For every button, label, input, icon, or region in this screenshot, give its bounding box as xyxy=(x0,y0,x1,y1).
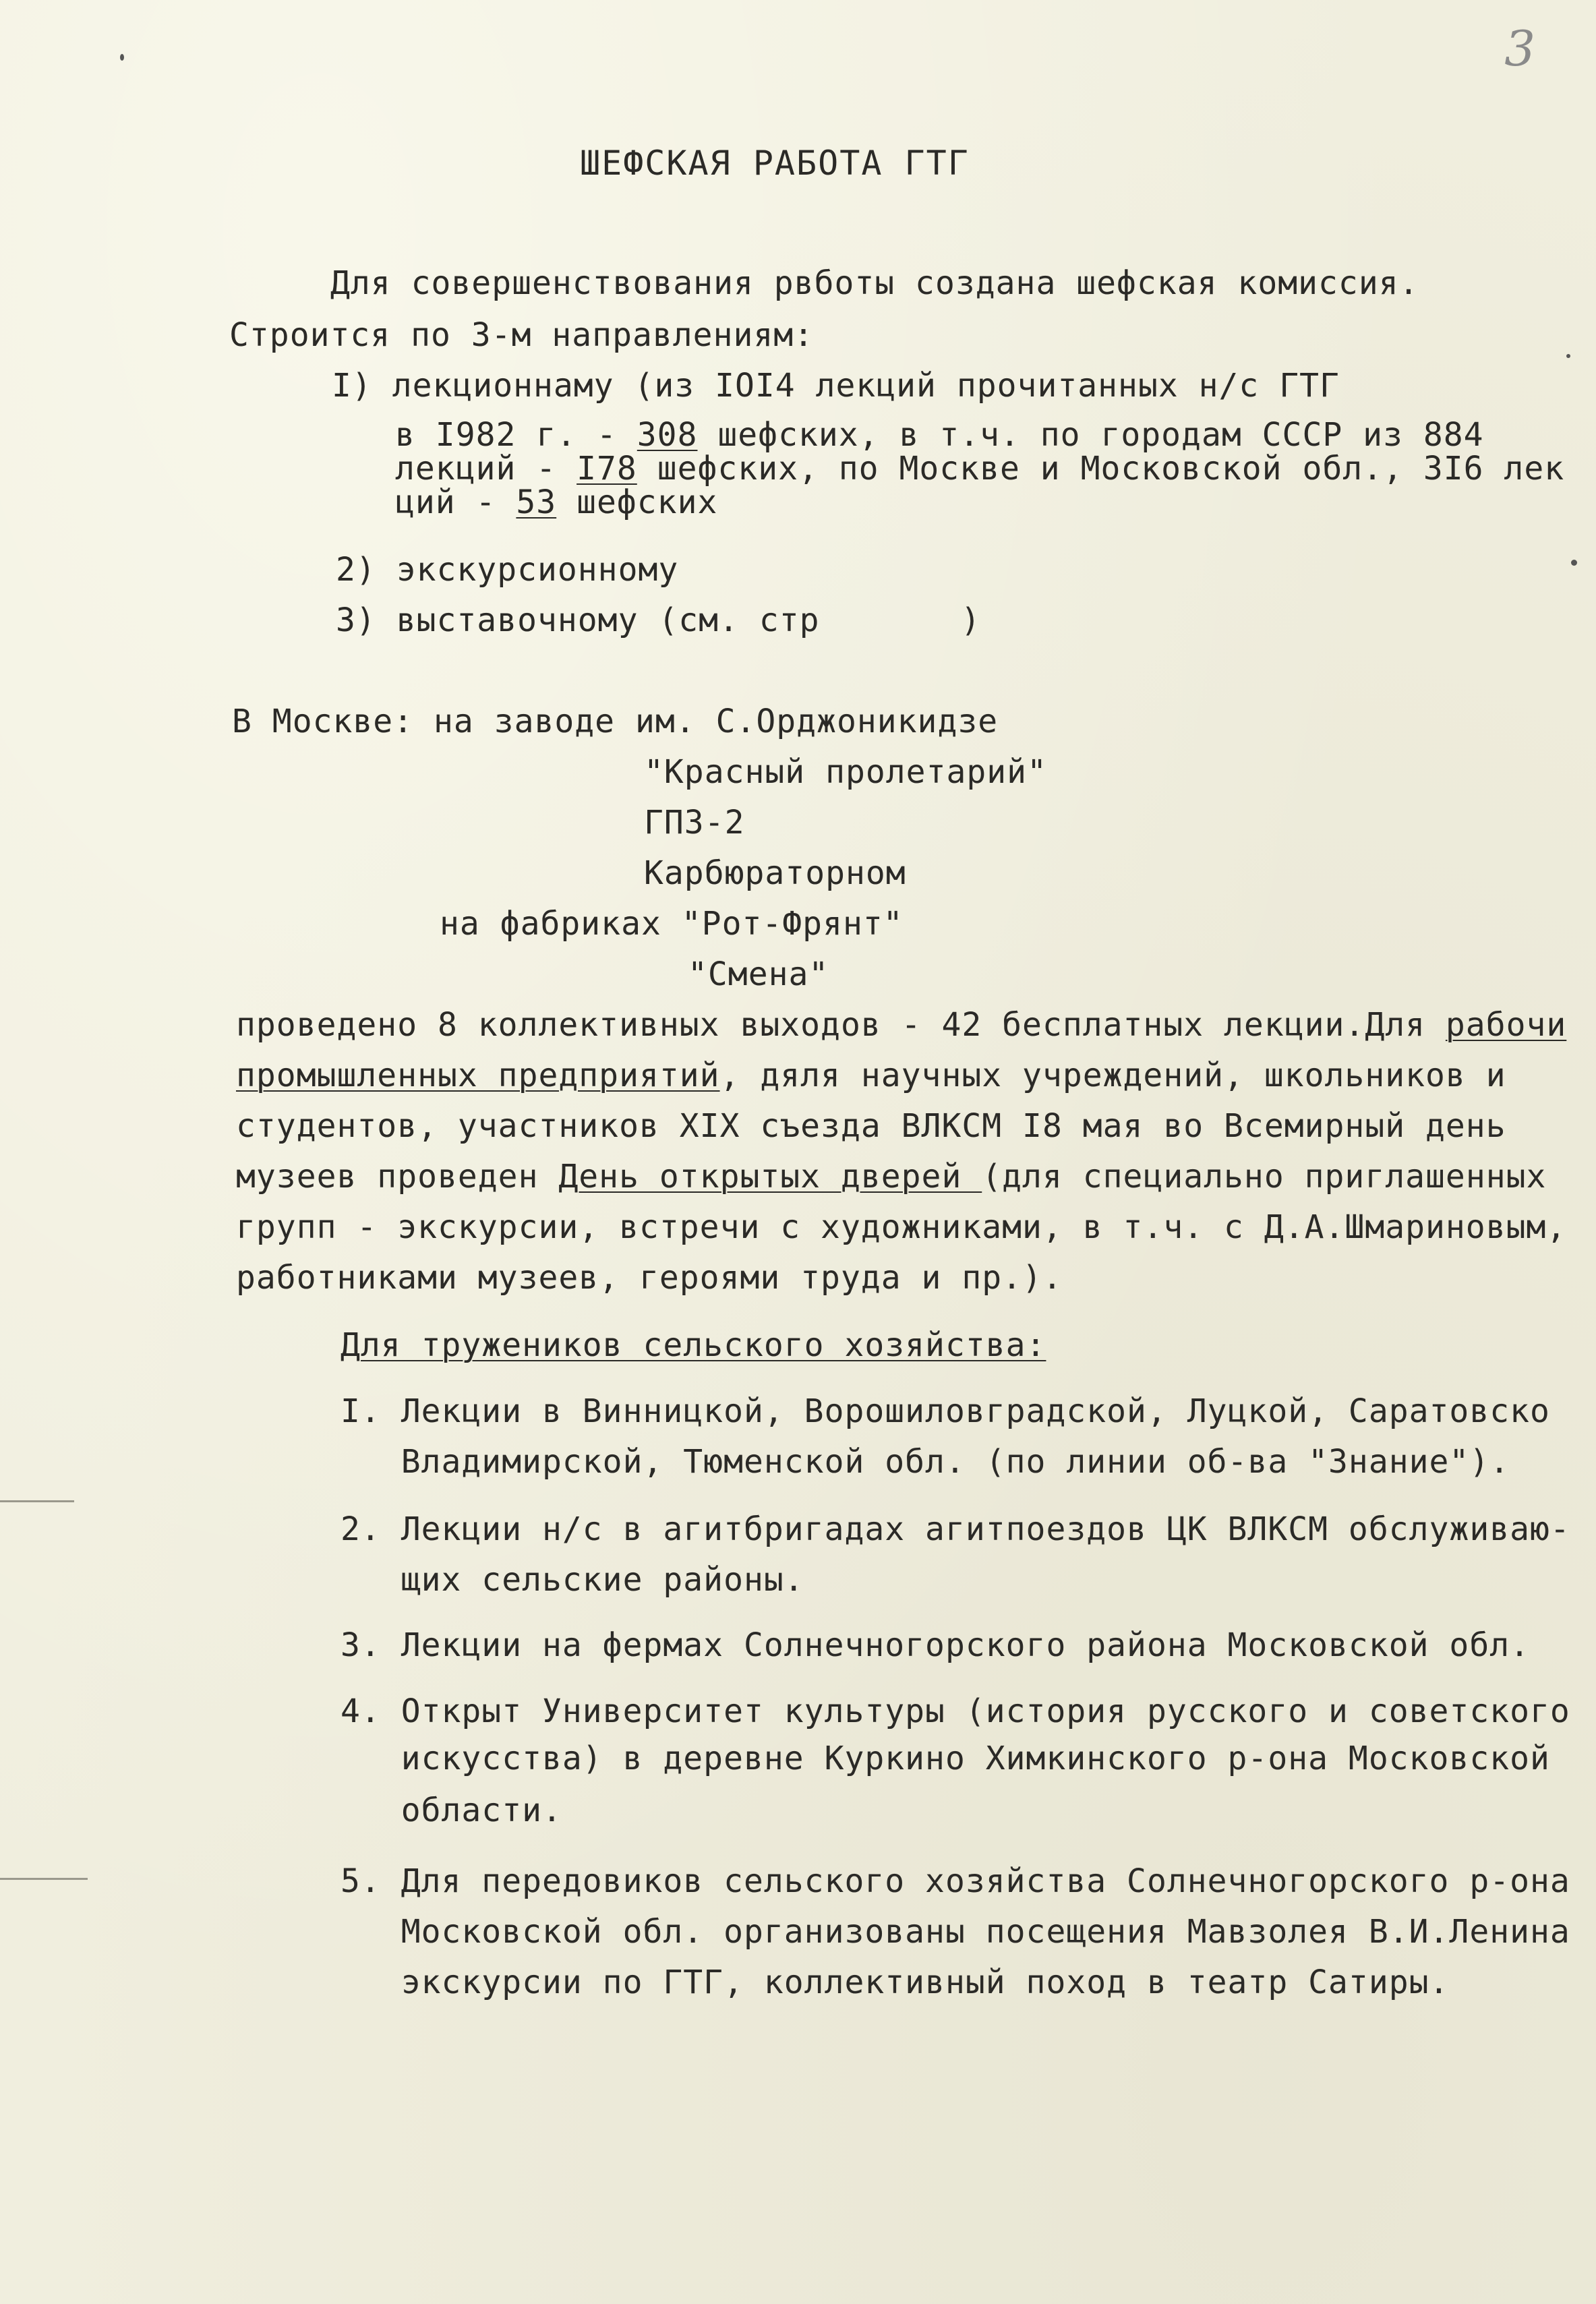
paragraph-line-1 xyxy=(236,1005,1566,1045)
paragraph-line-2 xyxy=(236,1055,1506,1096)
rural-item-5-line-3: экскурсии по ГТГ, коллективный поход в театр Сатиры. xyxy=(341,1963,1450,2001)
rural-item-2-line-1: 2. Лекции н/с в агитбригадах агитпоездов ЦК ВЛКСМ обслуживаю- xyxy=(341,1510,1570,1548)
rural-item-1-line-1: I. Лекции в Винницкой, Ворошиловградской, Луцкой, Саратовско xyxy=(341,1392,1550,1430)
paper-edge-mark xyxy=(0,1500,74,1502)
page-number: 3 xyxy=(1504,20,1535,77)
paragraph-line-6: работниками музеев, героями труда и пр.). xyxy=(236,1259,1063,1297)
rural-item-4-line-1: 4. Открыт Университет культуры (история русского и советского xyxy=(341,1692,1570,1730)
paragraph-line-1-underlined: рабочи xyxy=(1445,1006,1567,1044)
paper-edge-mark xyxy=(0,1878,88,1880)
direction-2: 2) экскурсионному xyxy=(336,551,679,589)
shef-lectures-total: 308 xyxy=(637,416,698,454)
paper-speck xyxy=(120,54,124,61)
document-title: ШЕФСКАЯ РАБОТА ГТГ xyxy=(580,144,970,183)
paragraph-line-4-text: музеев проведен xyxy=(236,1158,559,1195)
rural-item-3-line-1: 3. Лекции на фермах Солнечногорского района Московской обл. xyxy=(341,1626,1531,1664)
direction-1-line-1: I) лекционнаму (из IOI4 лекций прочитанных н/с ГТГ xyxy=(332,367,1340,405)
direction-1-line-4-text-b: шефских xyxy=(556,483,718,521)
paragraph-line-2-text: , дяля научных учреждений, школьников и xyxy=(719,1057,1506,1094)
moscow-line-5: на фабриках "Рот-Фрянт" xyxy=(440,905,904,943)
direction-1-line-3-text: лекций - xyxy=(395,450,577,488)
moscow-line-1: В Москве: на заводе им. С.Орджоникидзе xyxy=(232,703,999,740)
direction-1-line-2-text-b: шефских, в т.ч. по городам СССР из 884 xyxy=(697,416,1484,454)
moscow-line-2: "Красный пролетарий" xyxy=(644,753,1047,791)
paragraph-line-4-text-b: (для специально приглашенных xyxy=(982,1158,1547,1195)
paragraph-line-3: студентов, участников XIX съезда ВЛКСМ I8 мая во Всемирный день xyxy=(236,1107,1506,1145)
intro-line-2: Строится по 3-м направлениям: xyxy=(229,316,815,354)
rural-item-5-line-1: 5. Для передовиков сельского хозяйства Солнечногорского р-она xyxy=(341,1862,1570,1900)
paragraph-line-2-underlined: промышленных предприятий xyxy=(236,1057,720,1094)
direction-1-line-3-text-b: шефских, по Москве и Московской обл., 3I6 лек xyxy=(637,450,1565,488)
rural-item-1-line-2: Владимирской, Тюменской обл. (по линии об-ва "Знание"). xyxy=(341,1443,1510,1481)
moscow-line-6: "Смена" xyxy=(688,955,829,993)
moscow-line-4: Карбюраторном xyxy=(644,854,906,892)
direction-3: 3) выставочному (см. стр ) xyxy=(336,601,981,639)
rural-heading: Для тружеников сельского хозяйства: xyxy=(341,1326,1046,1364)
paragraph-line-5: групп - экскурсии, встречи с художниками, в т.ч. с Д.А.Шмариновым, xyxy=(236,1208,1567,1246)
direction-1-line-2-text: в I982 г. - xyxy=(395,416,637,454)
direction-1-line-4-text: ций - xyxy=(395,483,516,521)
open-doors-day: День открытых дверей xyxy=(558,1158,982,1195)
intro-line-1: Для совершенствования рвботы создана шефская комиссия. xyxy=(330,264,1419,302)
rural-item-2-line-2: щих сельские районы. xyxy=(341,1561,804,1599)
rural-item-5-line-2: Московской обл. организованы посещения Мавзолея В.И.Ленина xyxy=(341,1913,1570,1951)
direction-1-line-4 xyxy=(395,482,717,523)
shef-lectures-ussr: I78 xyxy=(577,450,637,488)
paper-speck xyxy=(1571,560,1577,566)
paragraph-line-1-text: проведено 8 коллективных выходов - 42 бесплатных лекции.Для xyxy=(236,1006,1446,1044)
shef-lectures-moscow: 53 xyxy=(516,483,557,521)
moscow-line-3: ГПЗ-2 xyxy=(644,804,745,841)
paragraph-line-4 xyxy=(236,1156,1546,1197)
rural-item-4-line-3: области. xyxy=(341,1792,562,1829)
paper-speck xyxy=(1566,354,1570,358)
rural-item-4-line-2: искусства) в деревне Куркино Химкинского р-она Московской xyxy=(341,1740,1550,1777)
